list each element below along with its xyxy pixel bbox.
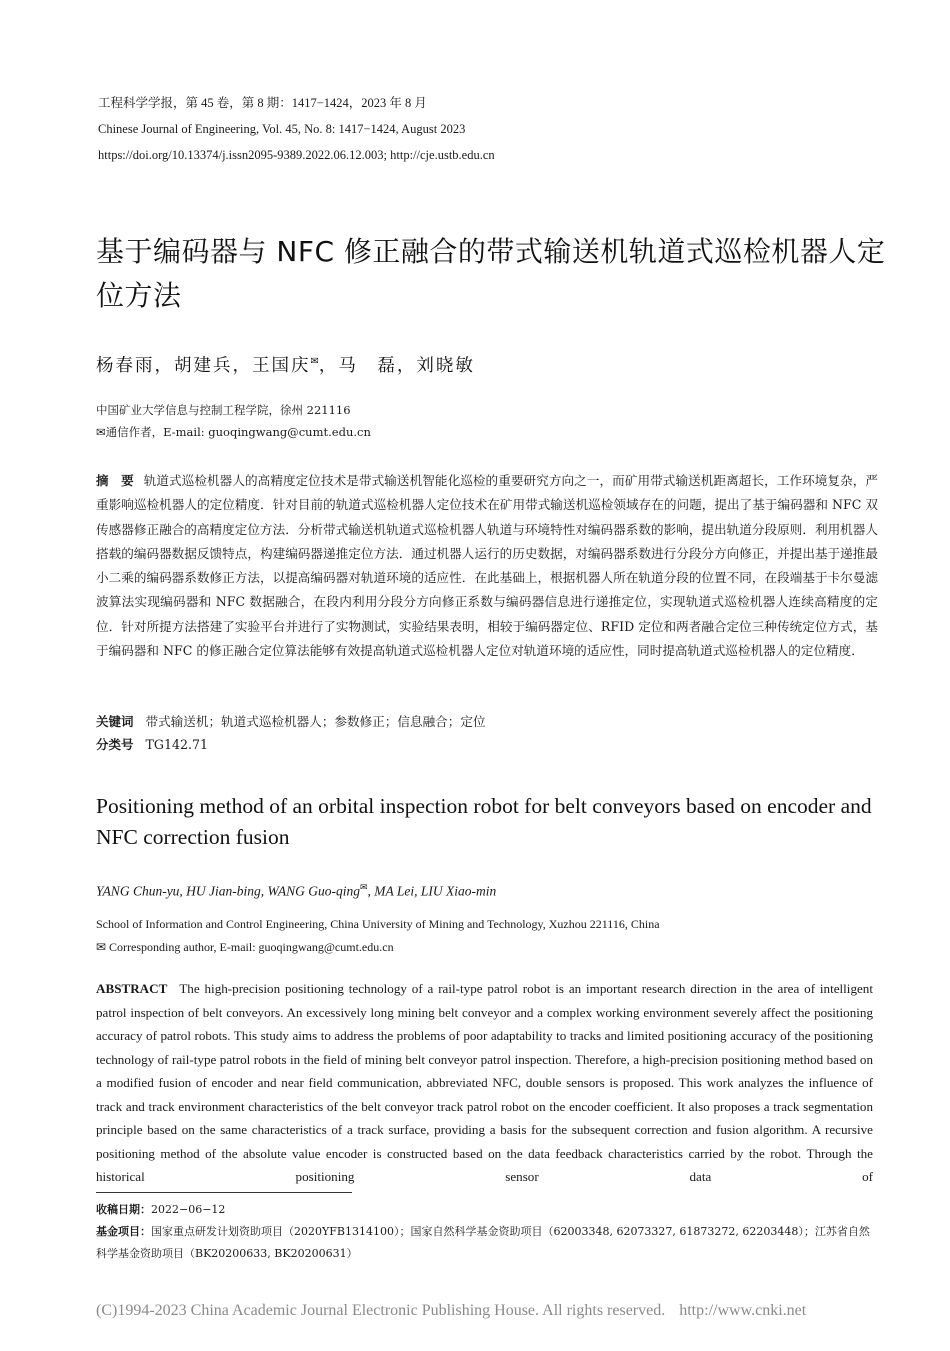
cn-classification xyxy=(96,735,208,753)
fund-info xyxy=(96,1221,876,1265)
en-affiliation-block xyxy=(96,913,660,959)
cn-affiliation-block xyxy=(96,399,371,443)
en-abstract-text: The high-precision positioning technology of a rail-type patrol robot is an important research direction in the area of intelligent patrol inspection of belt conveyors. An excessively long mining belt conveyor and a complex working environment severely affect the positioning accuracy of patrol robots. This study aims to address the problems of poor adaptability to tracks and limited positioning accuracy of the positioning technology of rail-type patrol robots in the field of mining belt conveyor patrol inspection. Therefore, a high-precision positioning method based on a modified fusion of encoder and near field communication, abbreviated NFC, double sensors is proposed. This work analyzes the influence of track and track environment characteristics of the belt conveyor track patrol robot on the encoder coefficient. It also proposes a track segmentation principle based on the same characteristics of a track surface, providing a basis for the subsequent correction and fusion algorithm. A recursive positioning method of the absolute value encoder is constructed based on the data feedback characteristics carried by the robot. Through the historical positioning sensor data of xyxy=(96,981,873,1184)
en-authors-part2: , MA Lei, LIU Xiao-min xyxy=(367,883,497,899)
cn-authors xyxy=(96,352,475,377)
footnotes xyxy=(96,1199,876,1265)
received-date xyxy=(96,1199,876,1221)
cn-authors-part2: ，马 磊，刘晓敏 xyxy=(318,356,475,376)
header-cn-citation: 工程科学学报，第 45 卷，第 8 期：1417−1424，2023 年 8 月 xyxy=(98,96,427,110)
en-corresponding-author: ✉ Corresponding author, E-mail: guoqingwang@cumt.edu.cn xyxy=(96,940,394,954)
header-doi-link[interactable]: https://doi.org/10.13374/j.issn2095-9389.2022.06.12.003; http://cje.ustb.edu.cn xyxy=(98,148,495,162)
cn-keywords xyxy=(96,711,486,730)
en-authors xyxy=(96,883,496,900)
fund-value: 国家重点研发计划资助项目（2020YFB1314100）；国家自然科学基金资助项目（62003348, 62073327, 61873272, 62203448）；江苏省自然科学基金资助项目（BK20200633, BK20200631） xyxy=(96,1225,870,1260)
copyright-text: (C)1994-2023 China Academic Journal Electronic Publishing House. All rights reserved. xyxy=(96,1302,666,1319)
cnki-link[interactable]: http://www.cnki.net xyxy=(679,1302,807,1319)
fund-label: 基金项目： xyxy=(96,1225,151,1238)
received-label: 收稿日期： xyxy=(96,1203,151,1216)
en-abstract xyxy=(96,977,873,1189)
en-affiliation: School of Information and Control Engineering, China University of Mining and Technology, Xuzhou 221116, China xyxy=(96,917,660,931)
cn-class-label: 分类号 xyxy=(96,737,134,752)
mail-icon: ✉ xyxy=(310,356,319,368)
cn-class-text: TG142.71 xyxy=(145,737,209,752)
footnote-divider xyxy=(96,1192,352,1193)
mail-icon: ✉ xyxy=(359,883,368,893)
journal-header xyxy=(98,90,858,168)
copyright-watermark xyxy=(96,1302,856,1320)
cn-keywords-label: 关键词 xyxy=(96,714,134,729)
received-value: 2022−06−12 xyxy=(151,1203,226,1216)
cn-abstract-text: 轨道式巡检机器人的高精度定位技术是带式输送机智能化巡检的重要研究方向之一，而矿用带式输送机距离超长，工作环境复杂，严重影响巡检机器人的定位精度．针对目前的轨道式巡检机器人定位技术在矿用带式输送机巡检领域存在的问题，提出了基于编码器和 NFC 双传感器修正融合的高精度定位方法．分析带式输送机轨道式巡检机器人轨道与环境特性对编码器系数的影响，提出轨道分段原则．利用机器人搭载的编码器数据反馈特点，构建编码器递推定位方法．通过机器人运行的历史数据，对编码器系数进行分段分方向修正，并提出基于递推最小二乘的编码器系数修正方法，以提高编码器对轨道环境的适应性．在此基础上，根据机器人所在轨道分段的位置不同，在段端基于卡尔曼滤波算法实现编码器和 NFC 数据融合，在段内利用分段分方向修正系数与编码器信息进行递推定位，实现轨道式巡检机器人连续高精度的定位．针对所提方法搭建了实验平台并进行了实物测试，实验结果表明，相较于编码器定位、RFID 定位和两者融合定位三种传统定位方式，基于编码器和 NFC 的修正融合定位算法能够有效提高轨道式巡检机器人定位对轨道环境的适应性，同时提高轨道式巡检机器人的定位精度． xyxy=(96,473,878,659)
cn-keywords-text: 带式输送机；轨道式巡检机器人；参数修正；信息融合；定位 xyxy=(145,714,486,729)
en-authors-part1: YANG Chun-yu, HU Jian-bing, WANG Guo-qing xyxy=(96,883,360,899)
en-abstract-label: ABSTRACT xyxy=(96,981,168,996)
cn-abstract-label: 摘 要 xyxy=(96,473,134,488)
cn-authors-part1: 杨春雨，胡建兵，王国庆 xyxy=(96,356,311,376)
cn-affiliation: 中国矿业大学信息与控制工程学院，徐州 221116 xyxy=(96,403,351,417)
cn-title: 基于编码器与 NFC 修正融合的带式输送机轨道式巡检机器人定位方法 xyxy=(96,235,886,312)
header-en-citation: Chinese Journal of Engineering, Vol. 45, No. 8: 1417−1424, August 2023 xyxy=(98,122,466,136)
cn-corresponding-author: ✉通信作者，E-mail: guoqingwang@cumt.edu.cn xyxy=(96,425,371,439)
cn-abstract xyxy=(96,469,878,663)
en-title: Positioning method of an orbital inspection robot for belt conveyors based on encoder and NFC correction fusion xyxy=(96,794,872,849)
